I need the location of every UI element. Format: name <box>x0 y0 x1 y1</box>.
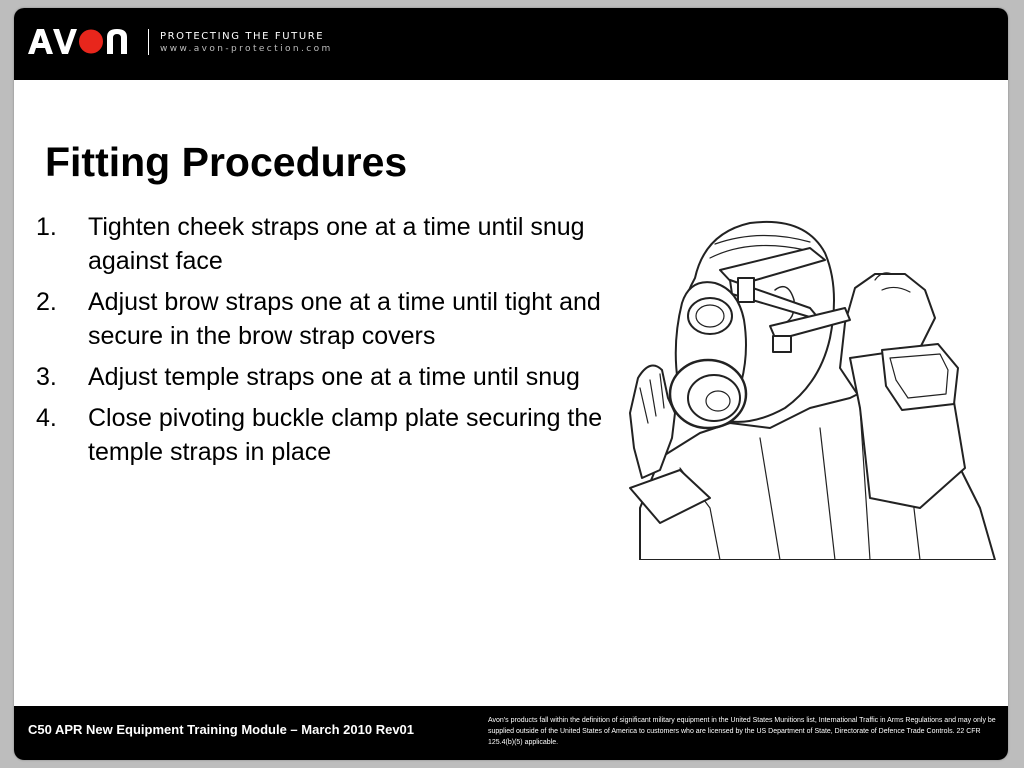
step-text: Tighten cheek straps one at a time until snug against face <box>88 213 585 275</box>
step-number: 1. <box>36 213 57 241</box>
step-number: 2. <box>36 288 57 316</box>
step-number: 3. <box>36 363 57 391</box>
step-number: 4. <box>36 404 57 432</box>
footer-bar <box>14 706 1008 760</box>
step-text: Close pivoting buckle clamp plate securing the temple straps in place <box>88 404 603 466</box>
step-item <box>36 210 626 278</box>
step-item <box>36 360 626 394</box>
legal-disclaimer: Avon's products fall within the definition of significant military equipment in the United States Munitions list, International Traffic in Arms Regulations and may only be supplied outside of the United States of America to customers who are licensed by the US Department of State, Directorate of Defence Trade Controls. 22 CFR 125.4(b)(5) applicable. <box>488 717 996 746</box>
footer-title: C50 APR New Equipment Training Module – March 2010 Rev01 <box>28 722 415 737</box>
step-item <box>36 401 626 469</box>
website-url: www.avon-protection.com <box>160 44 333 54</box>
slide-title: Fitting Procedures <box>45 139 408 185</box>
gas-mask-fitting-illustration <box>620 208 1000 560</box>
header-bar <box>14 8 1008 80</box>
fitting-steps-list <box>36 210 626 476</box>
tagline: PROTECTING THE FUTURE <box>160 31 325 42</box>
step-item <box>36 285 626 353</box>
step-text: Adjust temple straps one at a time until snug <box>88 363 580 391</box>
step-text: Adjust brow straps one at a time until tight and secure in the brow strap covers <box>88 288 601 350</box>
slide <box>14 8 1008 760</box>
avon-logo <box>26 24 138 58</box>
logo-divider <box>148 29 149 55</box>
